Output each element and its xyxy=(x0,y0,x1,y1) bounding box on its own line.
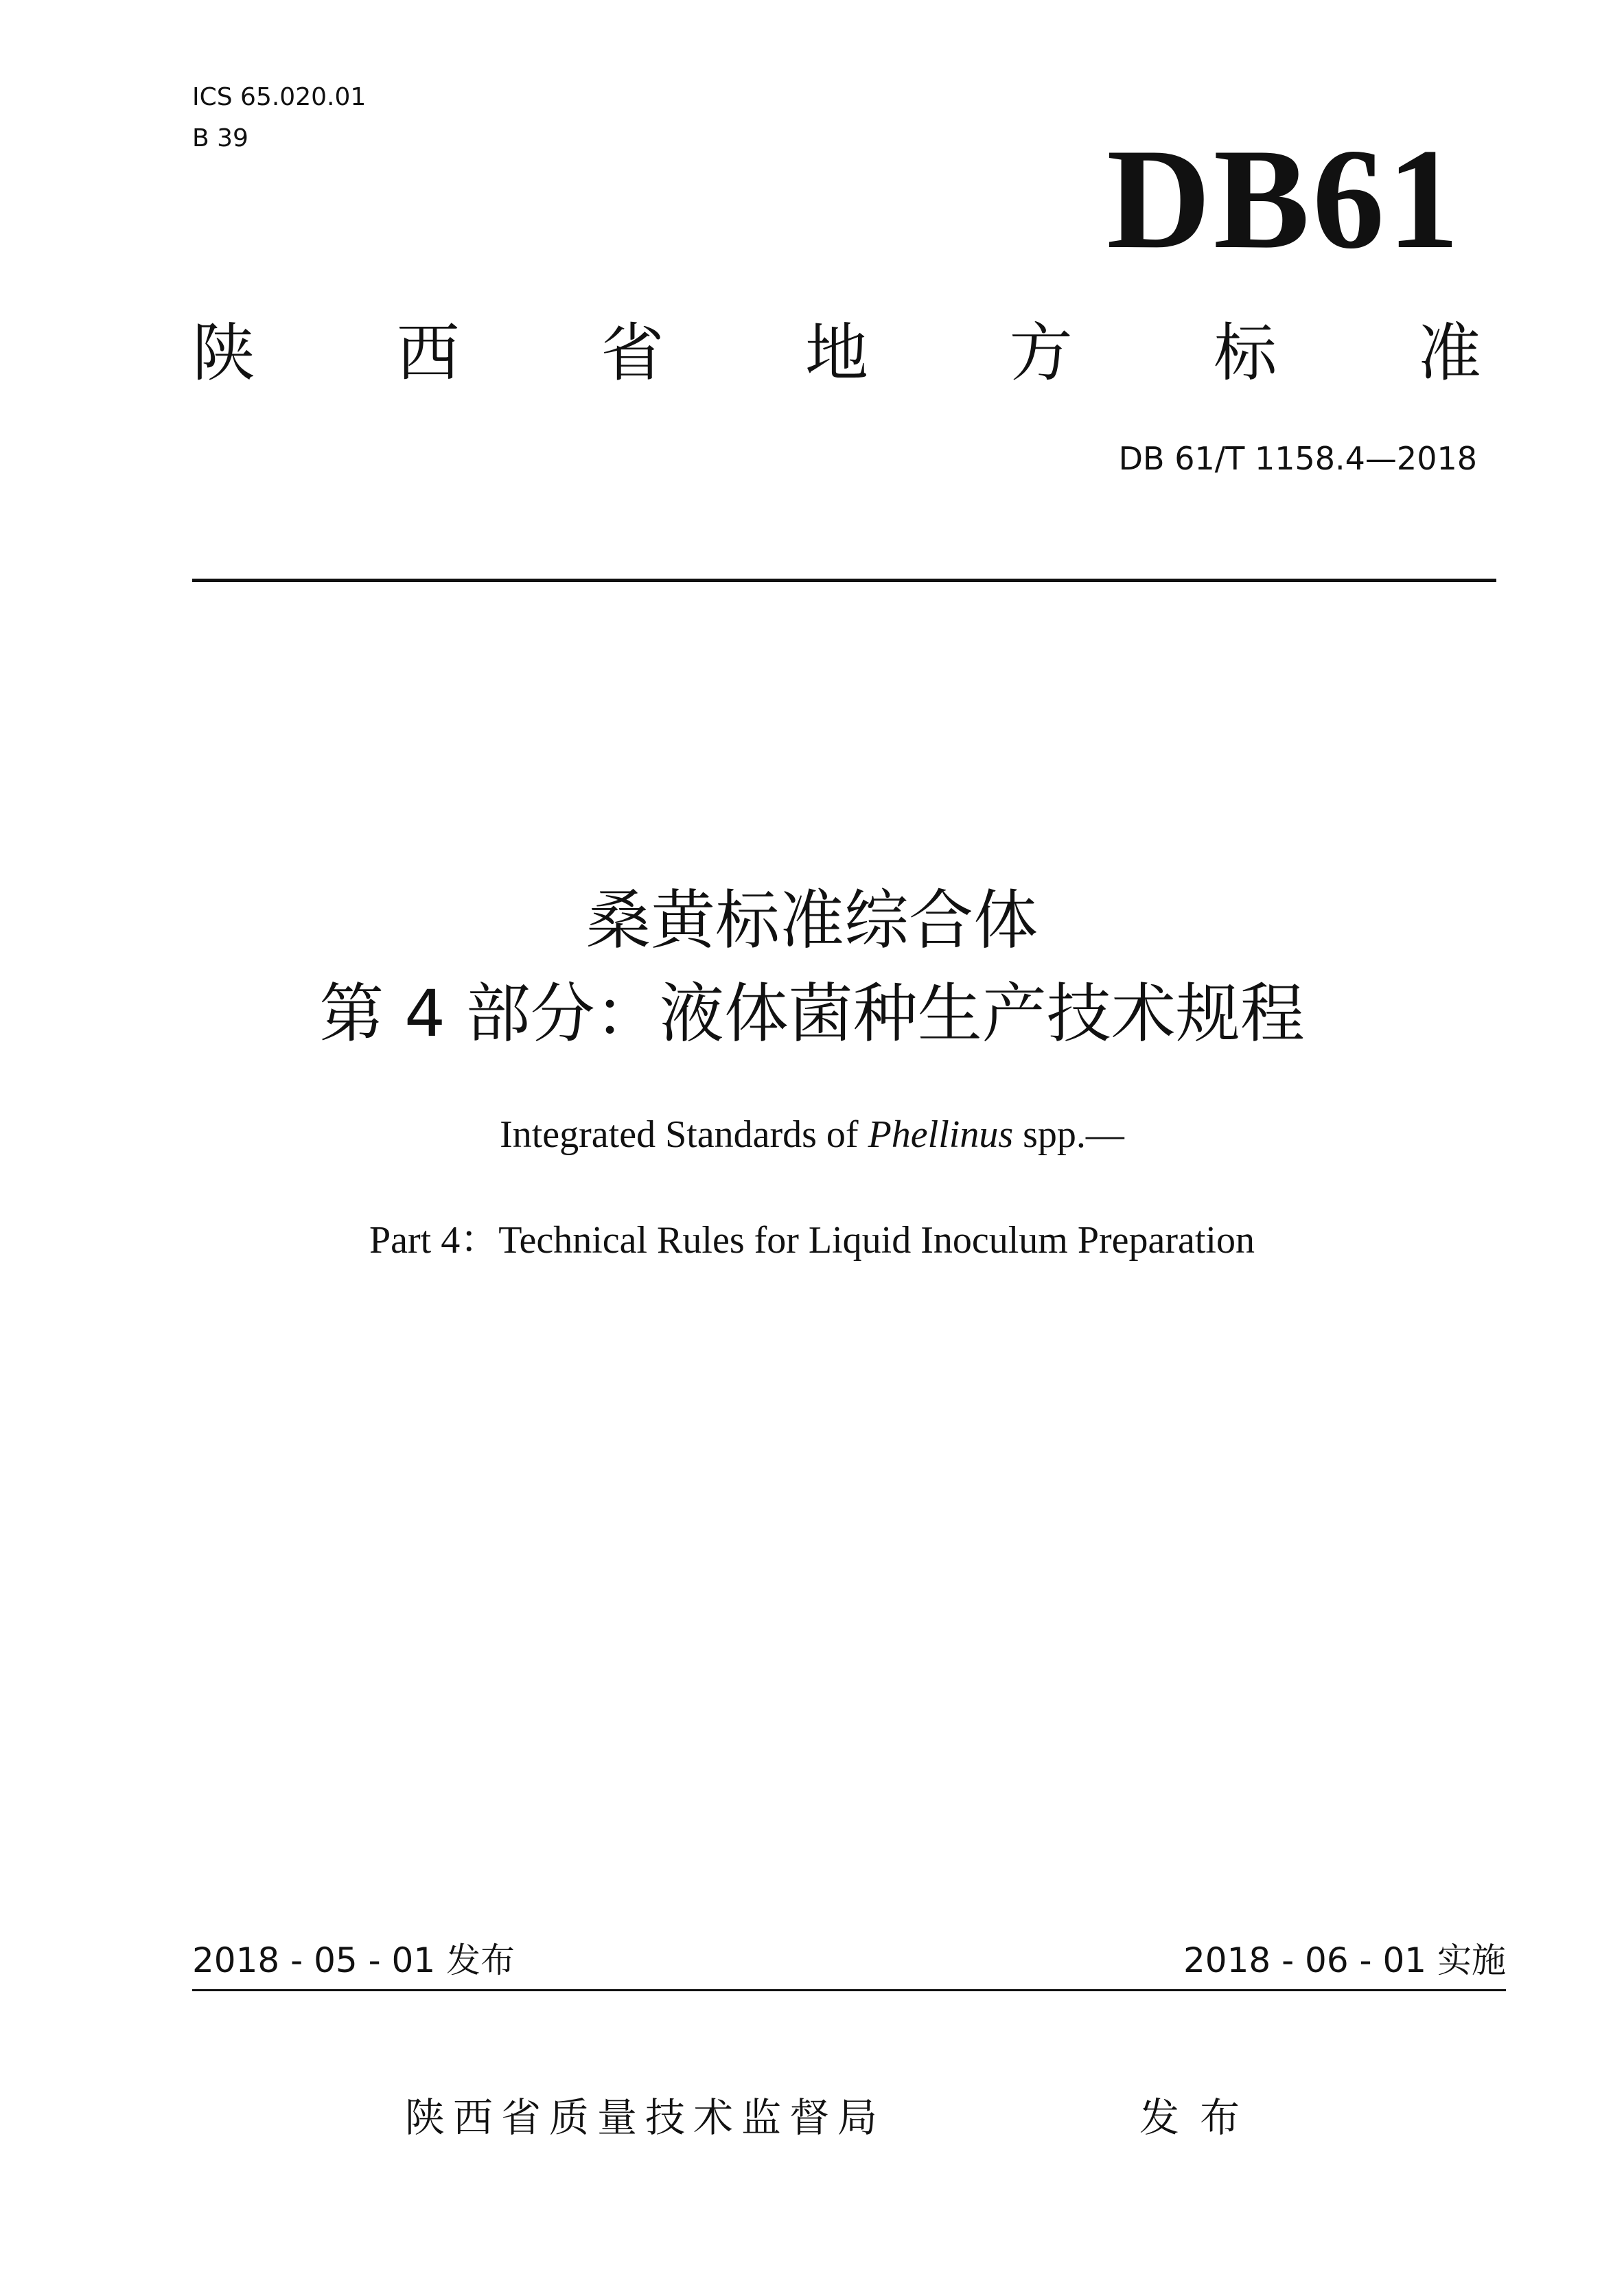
chinese-title-line-1: 桑黄标准综合体 xyxy=(585,883,1038,958)
footer-divider xyxy=(192,1989,1506,1991)
standard-type-char: 标 xyxy=(1214,316,1277,390)
standard-mark: DB61 xyxy=(1106,119,1462,279)
english-title-prefix: Integrated Standards of xyxy=(500,1113,868,1156)
ics-code: ICS 65.020.01 xyxy=(192,83,367,111)
english-title-line-1 xyxy=(0,1111,1624,1159)
standard-type-heading xyxy=(192,312,1481,395)
english-title-suffix: spp.— xyxy=(1013,1113,1124,1156)
english-title-line-2: Part 4：Technical Rules for Liquid Inoculum Preparation xyxy=(369,1219,1255,1262)
header-divider xyxy=(192,579,1496,582)
standard-type-char: 地 xyxy=(804,316,868,390)
ccs-code: B 39 xyxy=(192,124,248,152)
issuing-authority: 陕西省质量技术监督局 xyxy=(405,2094,886,2141)
standard-type-char: 准 xyxy=(1417,316,1481,390)
issue-date: 2018 - 05 - 01 发布 xyxy=(192,1940,515,1980)
standard-type-char: 西 xyxy=(396,316,460,390)
standard-type-char: 陕 xyxy=(192,316,256,390)
issuing-action: 发布 xyxy=(1139,2094,1261,2141)
implementation-date: 2018 - 06 - 01 实施 xyxy=(1183,1940,1506,1980)
chinese-title-line-2: 第 4 部分：液体菌种生产技术规程 xyxy=(319,977,1305,1052)
standard-number: DB 61/T 1158.4—2018 xyxy=(1118,440,1477,477)
standard-type-char: 方 xyxy=(1009,316,1073,390)
standard-type-char: 省 xyxy=(601,316,664,390)
english-title-genus: Phellinus xyxy=(868,1113,1014,1156)
